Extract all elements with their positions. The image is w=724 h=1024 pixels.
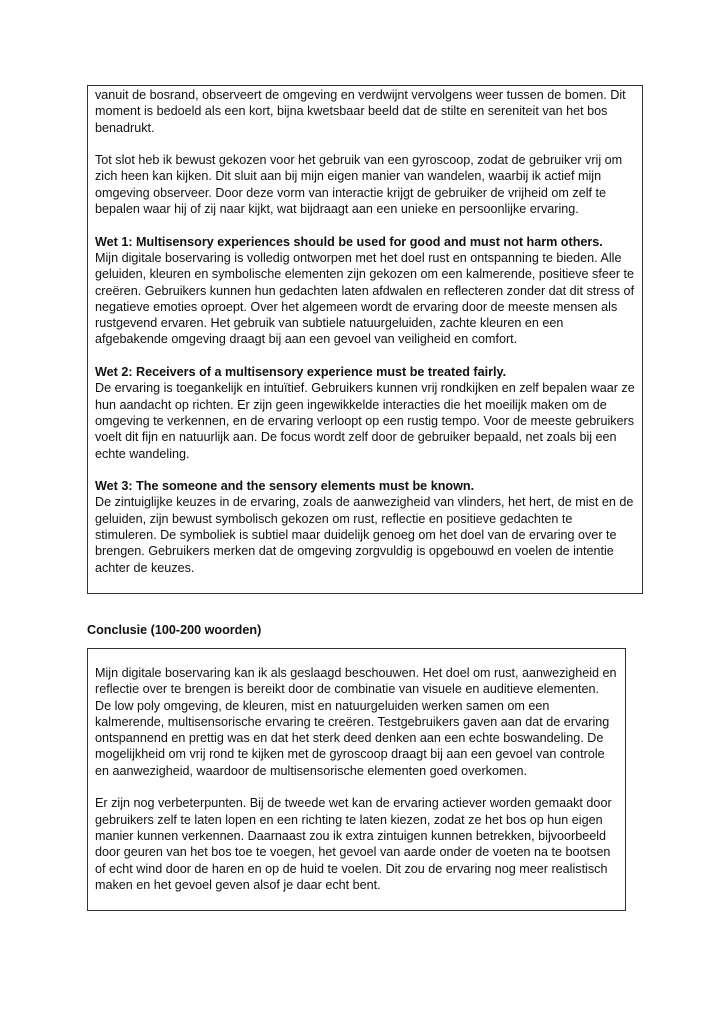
law-2-section — [95, 364, 635, 462]
law-1-title: Wet 1: Multisensory experiences should be used for good and must not harm others. — [95, 234, 603, 249]
law-1-section — [95, 234, 635, 348]
law-2-body: De ervaring is toegankelijk en intuïtief. Gebruikers kunnen vrij rondkijken en zelf bepalen waar ze hun aandacht op richten. Er zijn geen ingewikkelde interacties die het moeilijk maken om de omgeving te verkennen, en de ervaring verloopt op een rustig tempo. Voor de meeste gebruikers voelt dit fijn en natuurlijk aan. De focus wordt zelf door de gebruiker bepaald, net zoals bij een echte wandeling. — [95, 381, 635, 461]
law-3-body: De zintuiglijke keuzes in de ervaring, zoals de aanwezigheid van vlinders, het hert, de mist en de geluiden, zijn bewust symbolisch gekozen om rust, reflectie en positieve gedachten te stimuleren. De symboliek is subtiel maar duidelijk genoeg om het doel van de ervaring over te brengen. Gebruikers merken dat de omgeving zorgvuldig is opgebouwd en voelen de intentie achter de keuzes. — [95, 495, 634, 575]
intro-continuation-paragraph: vanuit de bosrand, observeert de omgeving en verdwijnt vervolgens weer tussen de bomen. Dit moment is bedoeld als een kort, bijna kwetsbaar beeld dat de stilte en sereniteit van het bos benadrukt. — [95, 88, 626, 135]
law-2-title: Wet 2: Receivers of a multisensory experience must be treated fairly. — [95, 365, 507, 380]
law-3-title: Wet 3: The someone and the sensory elements must be known. — [95, 479, 475, 494]
conclusion-paragraph-2: Er zijn nog verbeterpunten. Bij de tweede wet kan de ervaring actiever worden gemaakt door gebruikers zelf te laten lopen en een richting te laten kiezen, zodat ze het bos op hun eigen manier kunnen verkennen. Daarnaast zou ik extra zintuigen kunnen betrekken, bijvoorbeeld door geuren van het bos toe te voegen, het gevoel van aarde onder de voeten na te bootsen of echt wind door de haren en op de huid te voelen. Dit zou de ervaring nog meer realistisch maken en het gevoel geven alsof je daar echt bent. — [95, 796, 612, 892]
law-1-body: Mijn digitale boservaring is volledig ontworpen met het doel rust en ontspanning te bieden. Alle geluiden, kleuren en symbolische elementen zijn gekozen om een kalmerende, positieve sfeer te creëren. Gebruikers kunnen hun gedachten laten afdwalen en reflecteren zonder dat dit stress of negatieve emoties oproept. Over het algemeen wordt de ervaring door de meeste mensen als rustgevend ervaren. Het gebruik van subtiele natuurgeluiden, zachte kleuren en een afgebakende omgeving draagt bij aan een gevoel van veiligheid en comfort. — [95, 250, 635, 347]
conclusion-heading: Conclusie (100-200 woorden) — [87, 623, 262, 637]
conclusion-paragraph-1: Mijn digitale boservaring kan ik als geslaagd beschouwen. Het doel om rust, aanwezigheid en reflectie over te brengen is bereikt door de combinatie van visuele en auditieve elementen. De low poly omgeving, de kleuren, mist en natuurgeluiden werken samen om een kalmerende, multisensorische ervaring te creëren. Testgebruikers gaven aan dat de ervaring ontspannend en prettig was en dat het sterk deed denken aan een echte boswandeling. De mogelijkheid om vrij rond te kijken met de gyroscoop draagt bij aan een gevoel van controle en aanwezigheid, waardoor de multisensorische elementen goed overkomen. — [95, 666, 617, 778]
law-3-section — [95, 478, 635, 576]
text-box-laws — [87, 85, 643, 594]
gyroscope-paragraph: Tot slot heb ik bewust gekozen voor het gebruik van een gyroscoop, zodat de gebruiker vrij om zich heen kan kijken. Dit sluit aan bij mijn eigen manier van wandelen, waarbij ik actief mijn omgeving observeer. Door deze vorm van interactie krijgt de gebruiker de vrijheid om zelf te bepalen waar hij of zij naar kijkt, wat bijdraagt aan een unieke en persoonlijke ervaring. — [95, 153, 623, 217]
text-box-conclusion — [87, 648, 626, 911]
